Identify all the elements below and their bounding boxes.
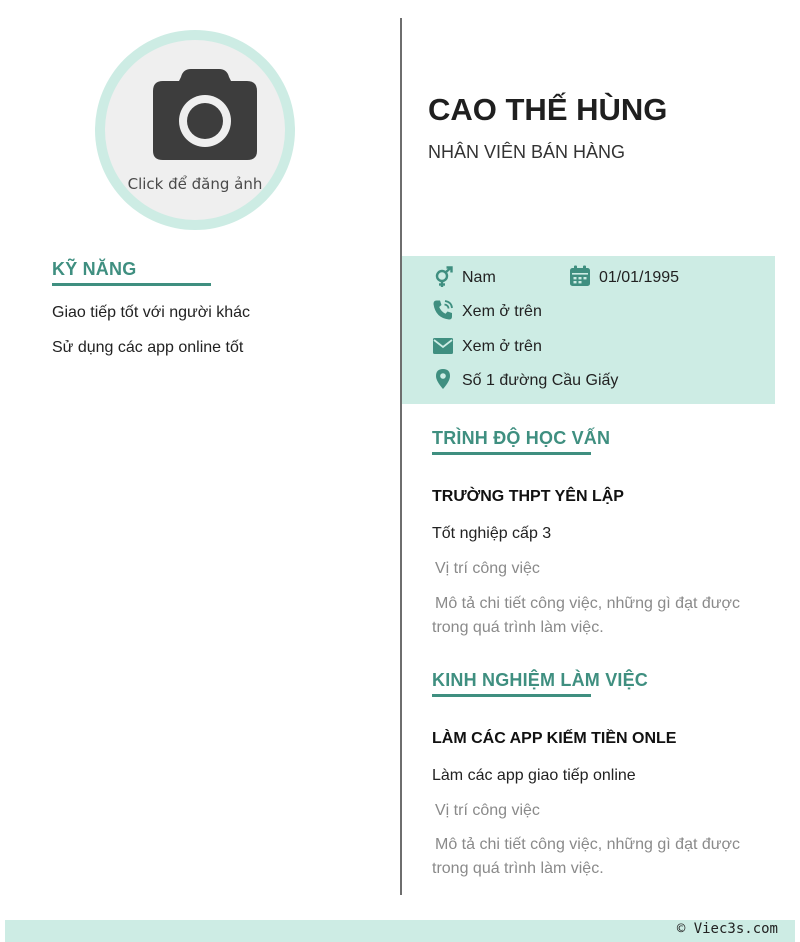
location-pin-icon (432, 368, 454, 390)
gender-icon (432, 266, 454, 288)
address-value: Số 1 đường Cầu Giấy (462, 372, 619, 389)
school-name: TRƯỜNG THPT YÊN LẬP (432, 488, 624, 505)
column-divider (400, 18, 402, 895)
education-underline (432, 452, 591, 455)
calendar-icon (569, 265, 591, 287)
experience-underline (432, 694, 591, 697)
experience-detail: Làm các app giao tiếp online (432, 767, 636, 784)
skill-item: Sử dụng các app online tốt (52, 339, 244, 356)
birthday-value: 01/01/1995 (599, 269, 680, 286)
company-name: LÀM CÁC APP KIẾM TIỀN ONLE (432, 730, 677, 747)
skills-title: KỸ NĂNG (52, 259, 137, 279)
experience-description[interactable]: Mô tả chi tiết công việc, những gì đạt được trong quá trình làm việc. (432, 836, 740, 877)
email-value: Xem ở trên (462, 338, 542, 355)
education-description[interactable]: Mô tả chi tiết công việc, những gì đạt được trong quá trình làm việc. (432, 595, 740, 636)
footer-copyright: © Viec3s.com (676, 921, 778, 937)
camera-icon (151, 67, 259, 161)
phone-value: Xem ở trên (462, 303, 542, 320)
phone-icon (432, 299, 454, 321)
experience-position[interactable]: Vị trí công việc (435, 802, 540, 819)
avatar-upload[interactable] (95, 30, 295, 230)
job-title: NHÂN VIÊN BÁN HÀNG (428, 142, 626, 162)
skill-item: Giao tiếp tốt với người khác (52, 304, 251, 321)
education-title: TRÌNH ĐỘ HỌC VẤN (432, 428, 611, 448)
email-icon (432, 335, 454, 357)
experience-title: KINH NGHIỆM LÀM VIỆC (432, 670, 649, 690)
education-position[interactable]: Vị trí công việc (435, 560, 540, 577)
candidate-name: CAO THẾ HÙNG (428, 92, 668, 127)
avatar-placeholder[interactable] (105, 40, 285, 220)
gender-value: Nam (462, 269, 496, 286)
education-detail: Tốt nghiệp cấp 3 (432, 525, 552, 542)
skills-underline (52, 283, 211, 286)
avatar-caption[interactable]: Click để đăng ảnh (127, 175, 263, 193)
